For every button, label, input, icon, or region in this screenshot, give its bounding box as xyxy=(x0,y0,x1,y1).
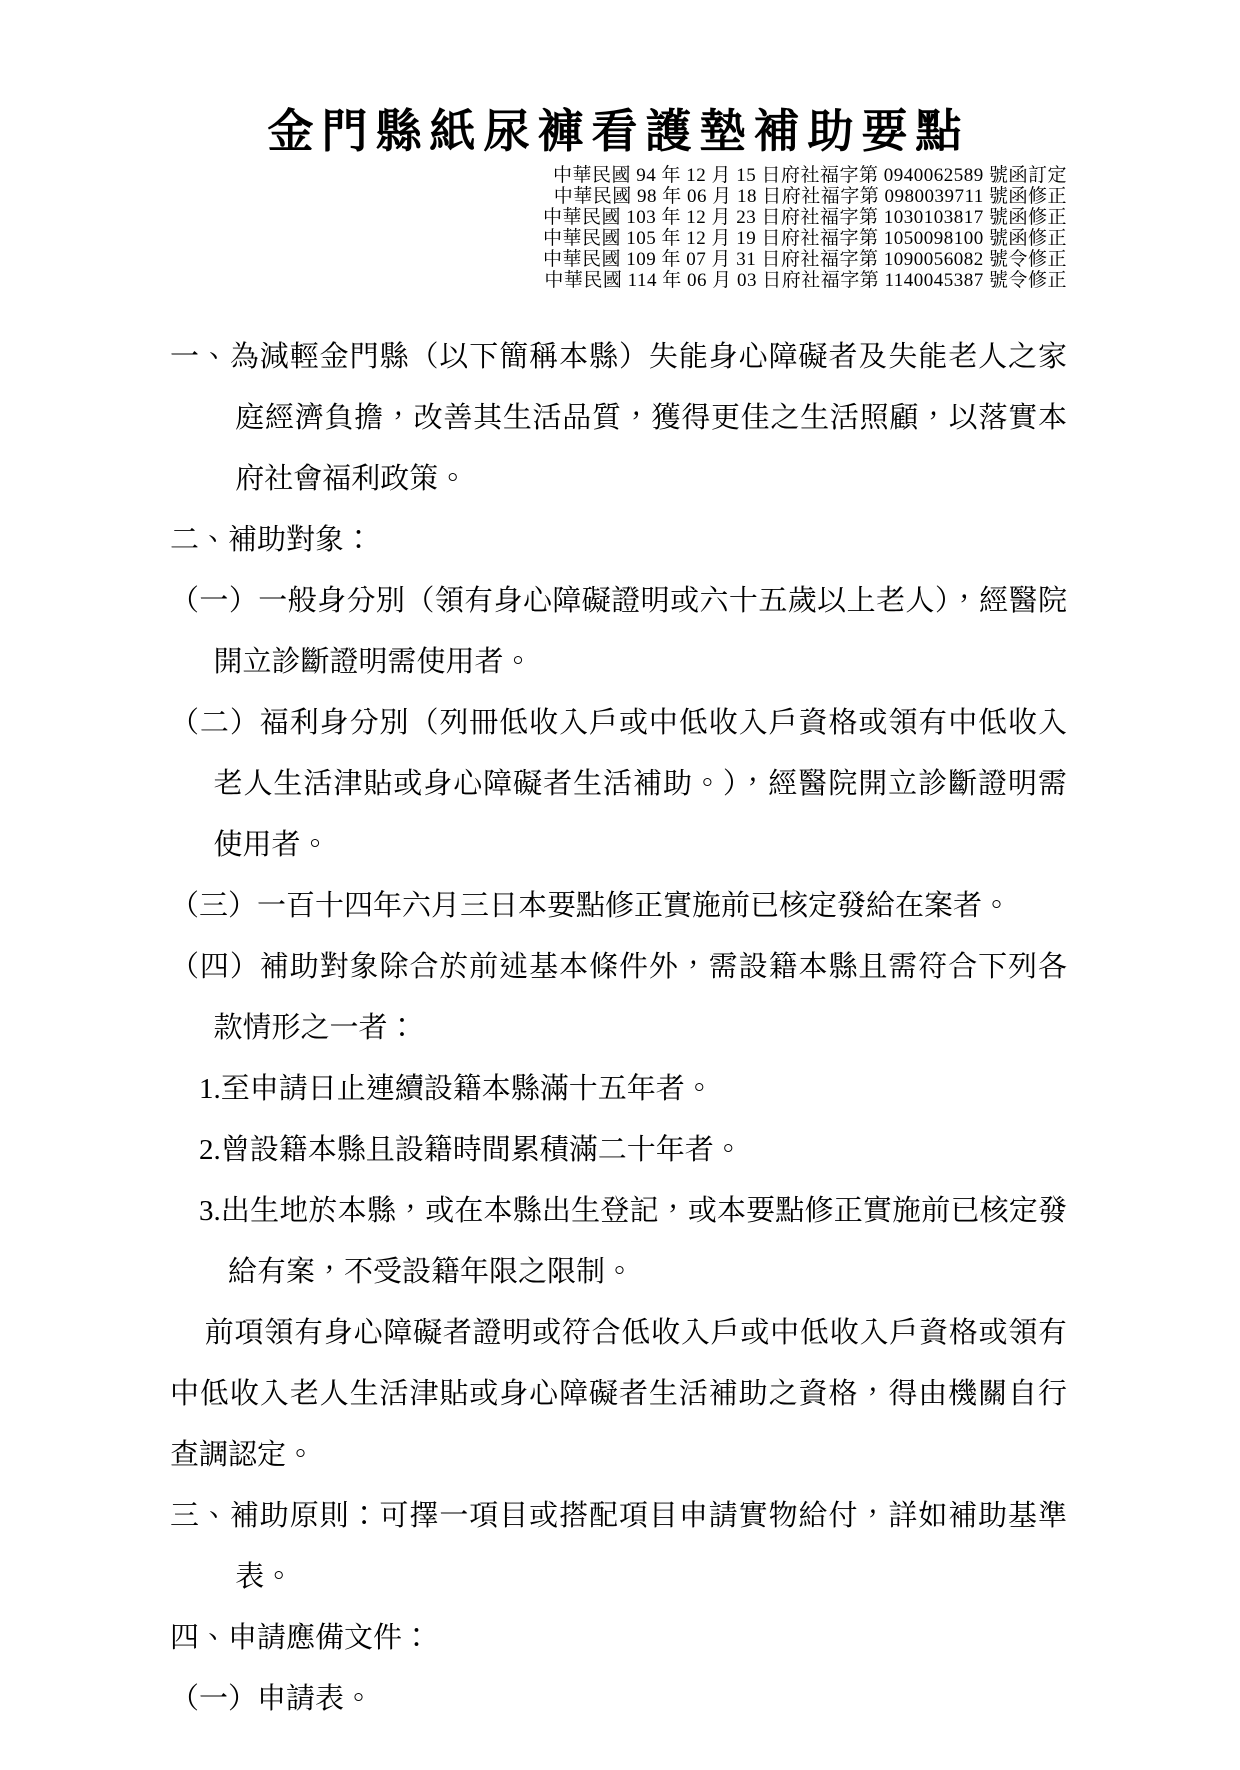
amendment-line: 中華民國 114 年 06 月 03 日府社福字第 1140045387 號令修正 xyxy=(544,270,1067,292)
amendment-line: 中華民國 98 年 06 月 18 日府社福字第 0980039711 號函修正 xyxy=(553,186,1067,208)
document-body xyxy=(170,327,1067,1730)
paragraph: 三、補助原則：可擇一項目或搭配項目申請實物給付，詳如補助基準表。 xyxy=(170,1500,1067,1594)
amendment-history xyxy=(170,165,1067,291)
paragraph: 二、補助對象： xyxy=(170,524,374,557)
paragraph: （一）一般身分別（領有身心障礙證明或六十五歲以上老人），經醫院開立診斷證明需使用者。 xyxy=(170,585,1067,679)
paragraph: （一）申請表。 xyxy=(170,1683,374,1716)
paragraph: （二）福利身分別（列冊低收入戶或中低收入戶資格或領有中低收入老人生活津貼或身心障礙者生活補助。），經醫院開立診斷證明需使用者。 xyxy=(170,707,1067,862)
paragraph: 3.出生地於本縣，或在本縣出生登記，或本要點修正實施前已核定發給有案，不受設籍年限之限制。 xyxy=(199,1195,1067,1289)
paragraph: 一、為減輕金門縣（以下簡稱本縣）失能身心障礙者及失能老人之家庭經濟負擔，改善其生活品質，獲得更佳之生活照顧，以落實本府社會福利政策。 xyxy=(170,341,1067,496)
amendment-line: 中華民國 94 年 12 月 15 日府社福字第 0940062589 號函訂定 xyxy=(552,165,1067,187)
amendment-line: 中華民國 105 年 12 月 19 日府社福字第 1050098100 號函修正 xyxy=(542,228,1067,250)
paragraph: （四）補助對象除合於前述基本條件外，需設籍本縣且需符合下列各款情形之一者： xyxy=(170,951,1067,1045)
amendment-line: 中華民國 103 年 12 月 23 日府社福字第 1030103817 號函修正 xyxy=(542,207,1067,229)
paragraph: 1.至申請日止連續設籍本縣滿十五年者。 xyxy=(199,1073,714,1106)
document-title: 金門縣紙尿褲看護墊補助要點 xyxy=(267,106,970,157)
amendment-line: 中華民國 109 年 07 月 31 日府社福字第 1090056082 號令修正 xyxy=(542,249,1067,271)
paragraph: 四、申請應備文件： xyxy=(170,1622,432,1655)
paragraph: （三）一百十四年六月三日本要點修正實施前已核定發給在案者。 xyxy=(170,890,1012,923)
paragraph: 2.曾設籍本縣且設籍時間累積滿二十年者。 xyxy=(199,1134,743,1167)
paragraph: 前項領有身心障礙者證明或符合低收入戶或中低收入戶資格或領有中低收入老人生活津貼或身心障礙者生活補助之資格，得由機關自行查調認定。 xyxy=(170,1317,1067,1472)
